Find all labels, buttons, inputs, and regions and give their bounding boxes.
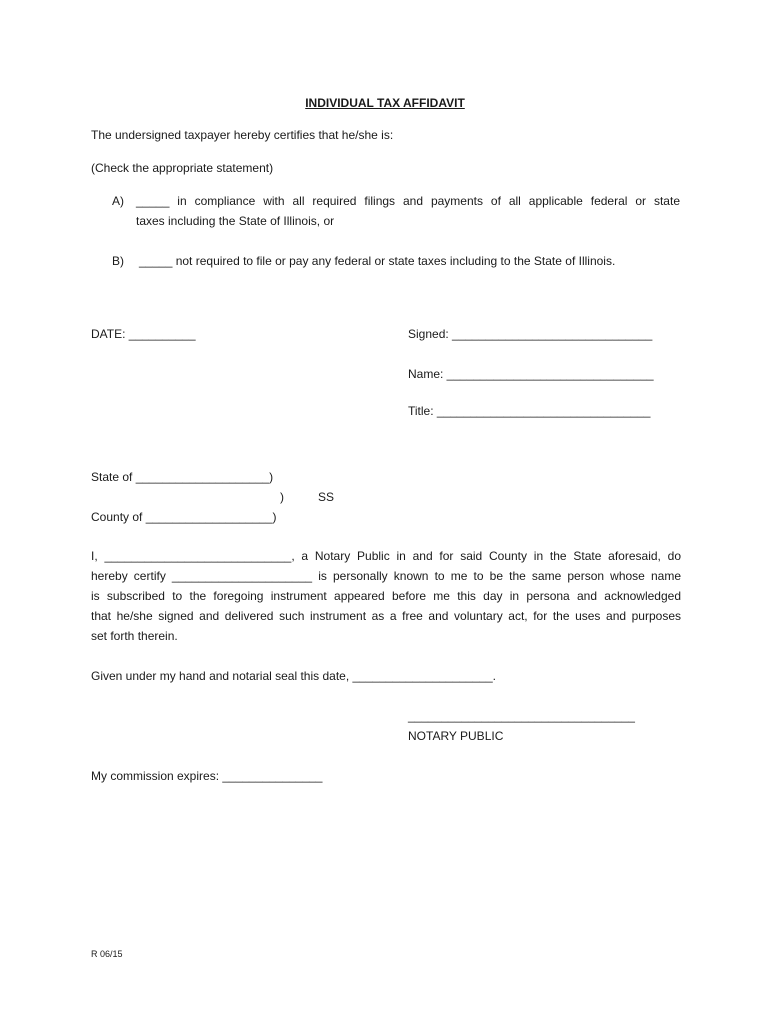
notary-line-1: I, ____________________________, a Notary Public in and for said County in the State aforesaid, do xyxy=(91,549,681,563)
instruction-text: (Check the appropriate statement) xyxy=(91,161,274,175)
option-b-text: _____ not required to file or pay any federal or state taxes including to the State of Illinois. xyxy=(139,254,616,268)
given-under-text: Given under my hand and notarial seal this date, _____________________. xyxy=(91,669,496,683)
notary-signature-line[interactable]: __________________________________ xyxy=(408,709,635,723)
state-of-field[interactable]: State of ____________________) xyxy=(91,470,274,484)
revision-label: R 06/15 xyxy=(91,949,123,959)
notary-public-label: NOTARY PUBLIC xyxy=(408,729,504,743)
name-field[interactable]: Name: _______________________________ xyxy=(408,367,654,381)
option-a-label: A) xyxy=(112,194,124,208)
commission-expires-field[interactable]: My commission expires: _______________ xyxy=(91,769,323,783)
option-a-line1: _____ in compliance with all required filings and payments of all applicable federal or state xyxy=(136,194,680,208)
option-a-line2: taxes including the State of Illinois, or xyxy=(136,214,335,228)
notary-line-3: is subscribed to the foregoing instrument appeared before me this day in persona and acknowledged xyxy=(91,589,681,603)
ss-label: SS xyxy=(318,490,335,504)
notary-line-2: hereby certify _____________________ is personally known to me to be the same person whose name xyxy=(91,569,681,583)
date-field[interactable]: DATE: __________ xyxy=(91,327,196,341)
signed-field[interactable]: Signed: ______________________________ xyxy=(408,327,653,341)
option-b-label: B) xyxy=(112,254,124,268)
intro-text: The undersigned taxpayer hereby certifies that he/she is: xyxy=(91,128,394,142)
notary-line-5: set forth therein. xyxy=(91,629,178,643)
county-of-field[interactable]: County of ___________________) xyxy=(91,510,277,524)
paren-mark: ) xyxy=(280,490,284,504)
title-field[interactable]: Title: ________________________________ xyxy=(408,404,651,418)
document-title: INDIVIDUAL TAX AFFIDAVIT xyxy=(305,96,465,110)
notary-line-4: that he/she signed and delivered such instrument as a free and voluntary act, for the uses and purposes xyxy=(91,609,681,623)
